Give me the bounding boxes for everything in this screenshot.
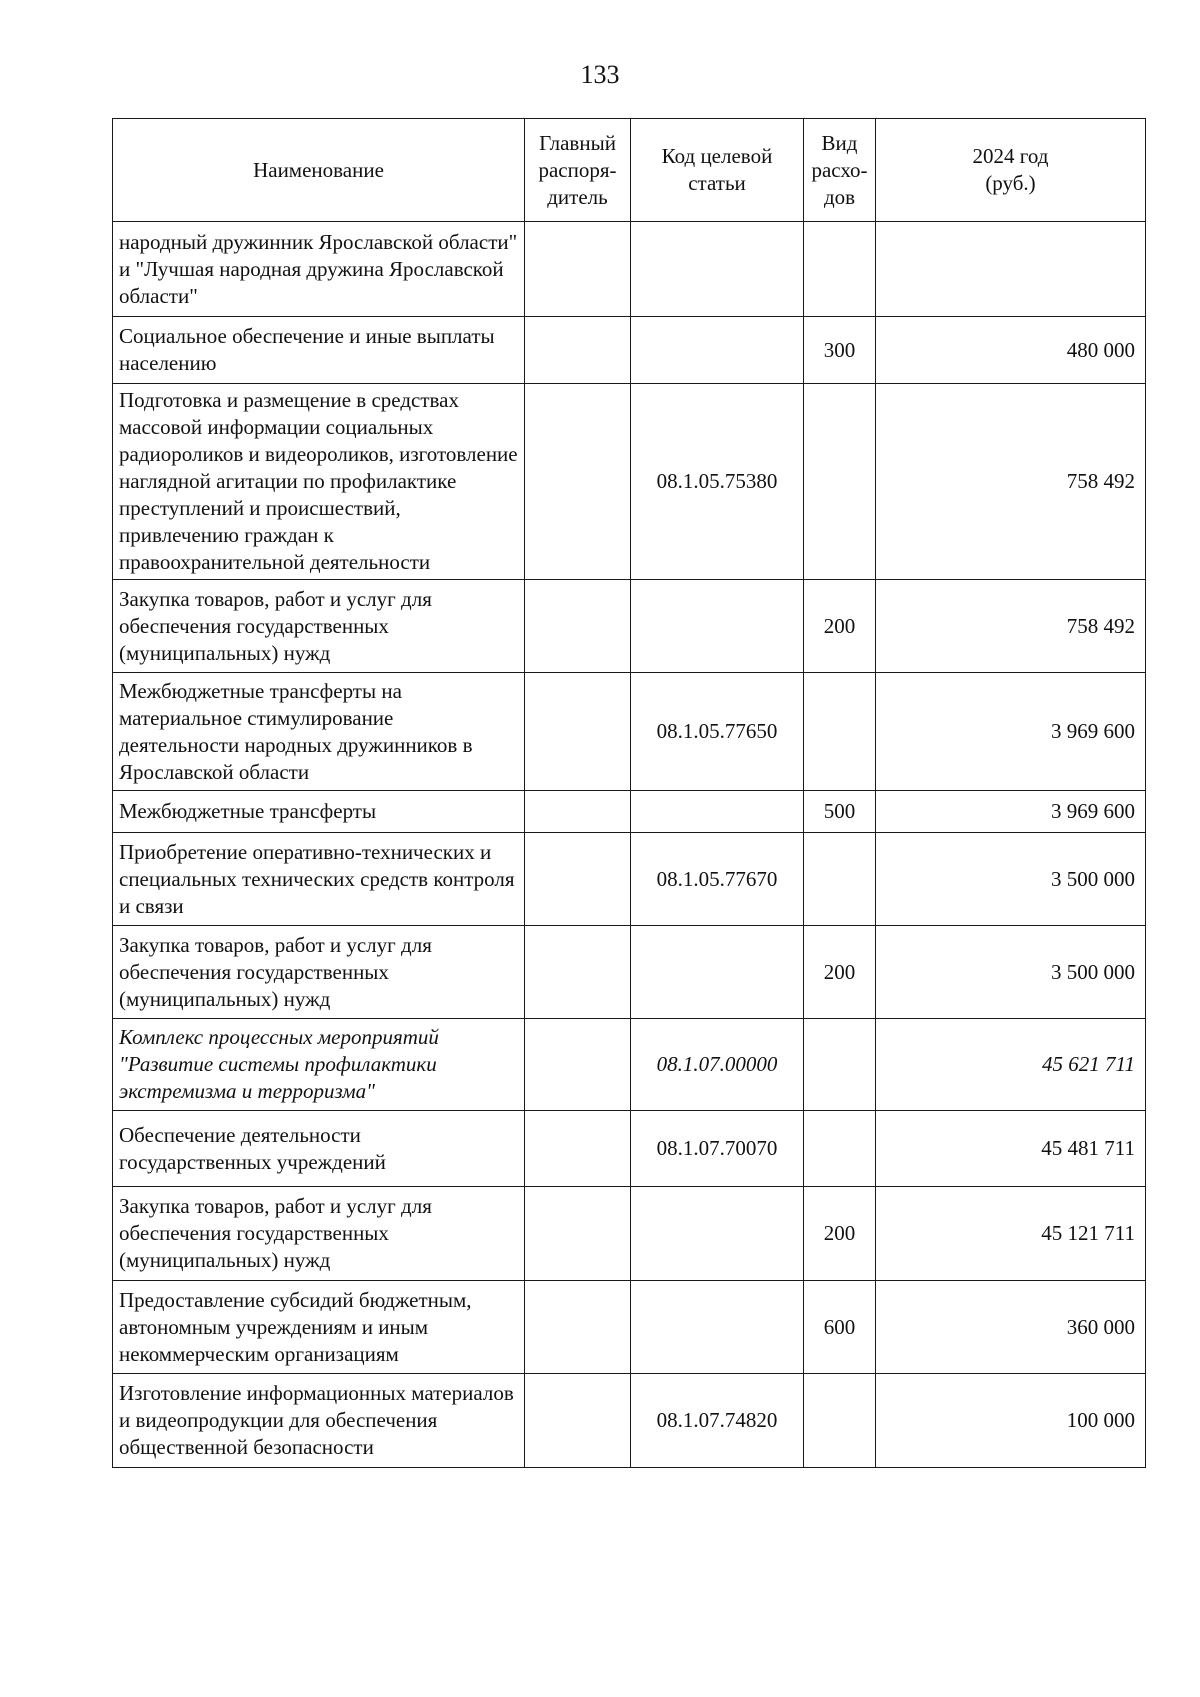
cell-amount: 3 969 600 <box>876 673 1146 791</box>
cell-name: Закупка товаров, работ и услуг для обеспечения государственных (муниципальных) нужд <box>113 580 525 673</box>
cell-main-manager <box>525 1111 631 1187</box>
cell-main-manager <box>525 580 631 673</box>
cell-expense-type <box>804 1019 876 1111</box>
cell-name: Закупка товаров, работ и услуг для обеспечения государственных (муниципальных) нужд <box>113 926 525 1019</box>
header-name: Наименование <box>113 119 525 222</box>
cell-expense-type: 500 <box>804 791 876 833</box>
cell-name: Подготовка и размещение в средствах массовой информации социальных радиороликов и видеороликов, изготовление наглядной агитации по профилактике преступлений и происшествий, привлечению граждан к правоохранительной деятельности <box>113 384 525 580</box>
cell-target-code <box>631 791 804 833</box>
table-row <box>113 673 1146 791</box>
cell-expense-type <box>804 673 876 791</box>
table-body <box>113 222 1146 1468</box>
cell-expense-type: 200 <box>804 926 876 1019</box>
cell-name: Изготовление информационных материалов и видеопродукции для обеспечения общественной безопасности <box>113 1374 525 1468</box>
header-target-code: Код целевой статьи <box>631 119 804 222</box>
cell-expense-type <box>804 1111 876 1187</box>
cell-amount: 100 000 <box>876 1374 1146 1468</box>
table-row <box>113 222 1146 317</box>
cell-amount: 45 621 711 <box>876 1019 1146 1111</box>
cell-main-manager <box>525 1374 631 1468</box>
cell-main-manager <box>525 833 631 926</box>
cell-name: Межбюджетные трансферты <box>113 791 525 833</box>
cell-amount <box>876 222 1146 317</box>
cell-expense-type: 200 <box>804 1187 876 1281</box>
cell-target-code <box>631 1187 804 1281</box>
cell-name: Межбюджетные трансферты на материальное стимулирование деятельности народных дружинников в Ярославской области <box>113 673 525 791</box>
table-row <box>113 1111 1146 1187</box>
cell-main-manager <box>525 317 631 384</box>
cell-target-code: 08.1.07.70070 <box>631 1111 804 1187</box>
cell-amount: 45 481 711 <box>876 1111 1146 1187</box>
cell-target-code <box>631 926 804 1019</box>
table-row <box>113 833 1146 926</box>
table-row <box>113 1019 1146 1111</box>
cell-main-manager <box>525 673 631 791</box>
cell-expense-type <box>804 1374 876 1468</box>
cell-expense-type <box>804 384 876 580</box>
cell-main-manager <box>525 1019 631 1111</box>
cell-expense-type: 200 <box>804 580 876 673</box>
cell-target-code <box>631 1281 804 1374</box>
cell-amount: 480 000 <box>876 317 1146 384</box>
table-row <box>113 791 1146 833</box>
page-number: 133 <box>580 60 620 89</box>
cell-target-code <box>631 317 804 384</box>
table-row <box>113 1281 1146 1374</box>
cell-target-code: 08.1.07.00000 <box>631 1019 804 1111</box>
cell-amount: 45 121 711 <box>876 1187 1146 1281</box>
cell-expense-type: 300 <box>804 317 876 384</box>
header-main-manager: Главный распоря- дитель <box>525 119 631 222</box>
cell-main-manager <box>525 1281 631 1374</box>
cell-expense-type <box>804 222 876 317</box>
cell-name: Предоставление субсидий бюджетным, автономным учреждениям и иным некоммерческим организациям <box>113 1281 525 1374</box>
cell-name: Комплекс процессных мероприятий "Развитие системы профилактики экстремизма и терроризма" <box>113 1019 525 1111</box>
cell-amount: 758 492 <box>876 580 1146 673</box>
cell-amount: 360 000 <box>876 1281 1146 1374</box>
budget-table <box>112 118 1146 1468</box>
header-row <box>113 119 1146 222</box>
cell-main-manager <box>525 384 631 580</box>
cell-name: Приобретение оперативно-технических и специальных технических средств контроля и связи <box>113 833 525 926</box>
cell-main-manager <box>525 222 631 317</box>
table-header <box>113 119 1146 222</box>
header-expense-type: Вид расхо- дов <box>804 119 876 222</box>
table-row <box>113 384 1146 580</box>
cell-amount: 3 500 000 <box>876 926 1146 1019</box>
table-row <box>113 1187 1146 1281</box>
cell-main-manager <box>525 791 631 833</box>
cell-target-code: 08.1.05.77670 <box>631 833 804 926</box>
table-row <box>113 926 1146 1019</box>
cell-amount: 3 969 600 <box>876 791 1146 833</box>
cell-target-code <box>631 222 804 317</box>
table-row <box>113 317 1146 384</box>
cell-amount: 758 492 <box>876 384 1146 580</box>
cell-expense-type: 600 <box>804 1281 876 1374</box>
cell-target-code: 08.1.05.77650 <box>631 673 804 791</box>
header-amount-2024: 2024 год (руб.) <box>876 119 1146 222</box>
cell-expense-type <box>804 833 876 926</box>
cell-target-code <box>631 580 804 673</box>
cell-name: народный дружинник Ярославской области" и "Лучшая народная дружина Ярославской области" <box>113 222 525 317</box>
cell-main-manager <box>525 926 631 1019</box>
cell-name: Социальное обеспечение и иные выплаты населению <box>113 317 525 384</box>
cell-name: Обеспечение деятельности государственных учреждений <box>113 1111 525 1187</box>
cell-amount: 3 500 000 <box>876 833 1146 926</box>
table-row <box>113 1374 1146 1468</box>
cell-main-manager <box>525 1187 631 1281</box>
cell-name: Закупка товаров, работ и услуг для обеспечения государственных (муниципальных) нужд <box>113 1187 525 1281</box>
table-row <box>113 580 1146 673</box>
cell-target-code: 08.1.05.75380 <box>631 384 804 580</box>
cell-target-code: 08.1.07.74820 <box>631 1374 804 1468</box>
